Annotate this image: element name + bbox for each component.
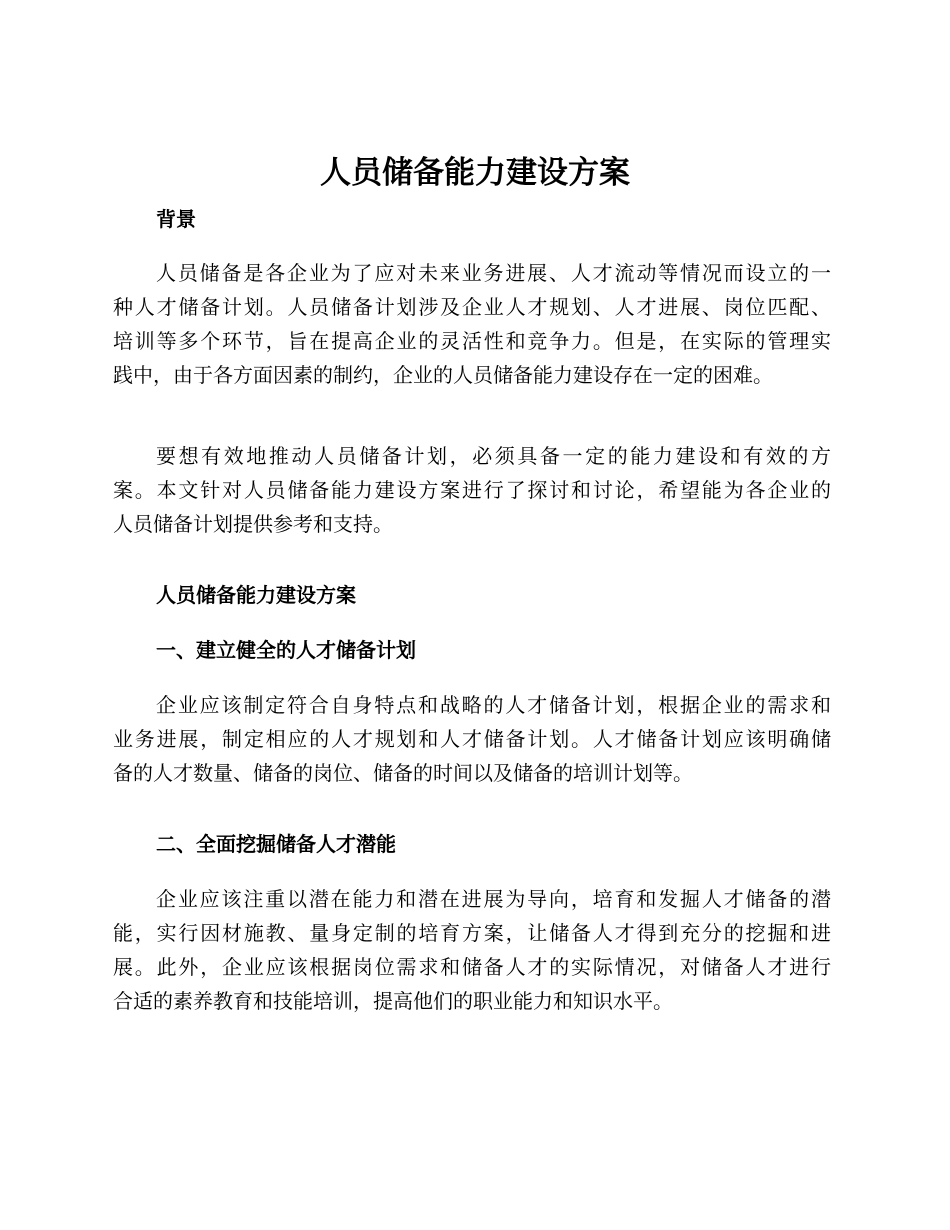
section-heading-item-1: 一、建立健全的人才储备计划 xyxy=(156,638,416,662)
paragraph-line: 企业应该制定符合自身特点和战略的人才储备计划，根据企业的需求和 xyxy=(156,693,831,717)
paragraph-line: 展。此外，企业应该根据岗位需求和储备人才的实际情况，对储备人才进行 xyxy=(113,955,831,979)
paragraph-line: 种人才储备计划。人员储备计划涉及企业人才规划、人才进展、岗位匹配、 xyxy=(113,295,831,319)
paragraph-line: 要想有效地推动人员储备计划，必须具备一定的能力建设和有效的方 xyxy=(156,444,831,468)
paragraph-background-2 xyxy=(113,439,831,541)
paragraph-line: 案。本文针对人员储备能力建设方案进行了探讨和讨论，希望能为各企业的 xyxy=(113,478,831,502)
section-heading-plan: 人员储备能力建设方案 xyxy=(156,583,356,607)
paragraph-item-1 xyxy=(113,688,831,790)
paragraph-line: 合适的素养教育和技能培训，提高他们的职业能力和知识水平。 xyxy=(113,989,673,1013)
paragraph-background-1 xyxy=(113,256,831,392)
section-heading-item-2: 二、全面挖掘储备人才潜能 xyxy=(156,832,396,856)
paragraph-line: 人员储备计划提供参考和支持。 xyxy=(113,512,393,536)
paragraph-line: 能，实行因材施教、量身定制的培育方案，让储备人才得到充分的挖掘和进 xyxy=(113,921,831,945)
section-heading-background: 背景 xyxy=(156,207,196,231)
paragraph-item-2 xyxy=(113,882,831,1018)
paragraph-line: 践中，由于各方面因素的制约，企业的人员储备能力建设存在一定的困难。 xyxy=(113,363,773,387)
paragraph-line: 备的人才数量、储备的岗位、储备的时间以及储备的培训计划等。 xyxy=(113,761,693,785)
paragraph-line: 业务进展，制定相应的人才规划和人才储备计划。人才储备计划应该明确储 xyxy=(113,727,831,751)
paragraph-line: 培训等多个环节，旨在提高企业的灵活性和竞争力。但是，在实际的管理实 xyxy=(113,329,831,353)
paragraph-line: 人员储备是各企业为了应对未来业务进展、人才流动等情况而设立的一 xyxy=(156,261,831,285)
document-title: 人员储备能力建设方案 xyxy=(320,155,630,191)
paragraph-line: 企业应该注重以潜在能力和潜在进展为导向，培育和发掘人才储备的潜 xyxy=(156,887,831,911)
